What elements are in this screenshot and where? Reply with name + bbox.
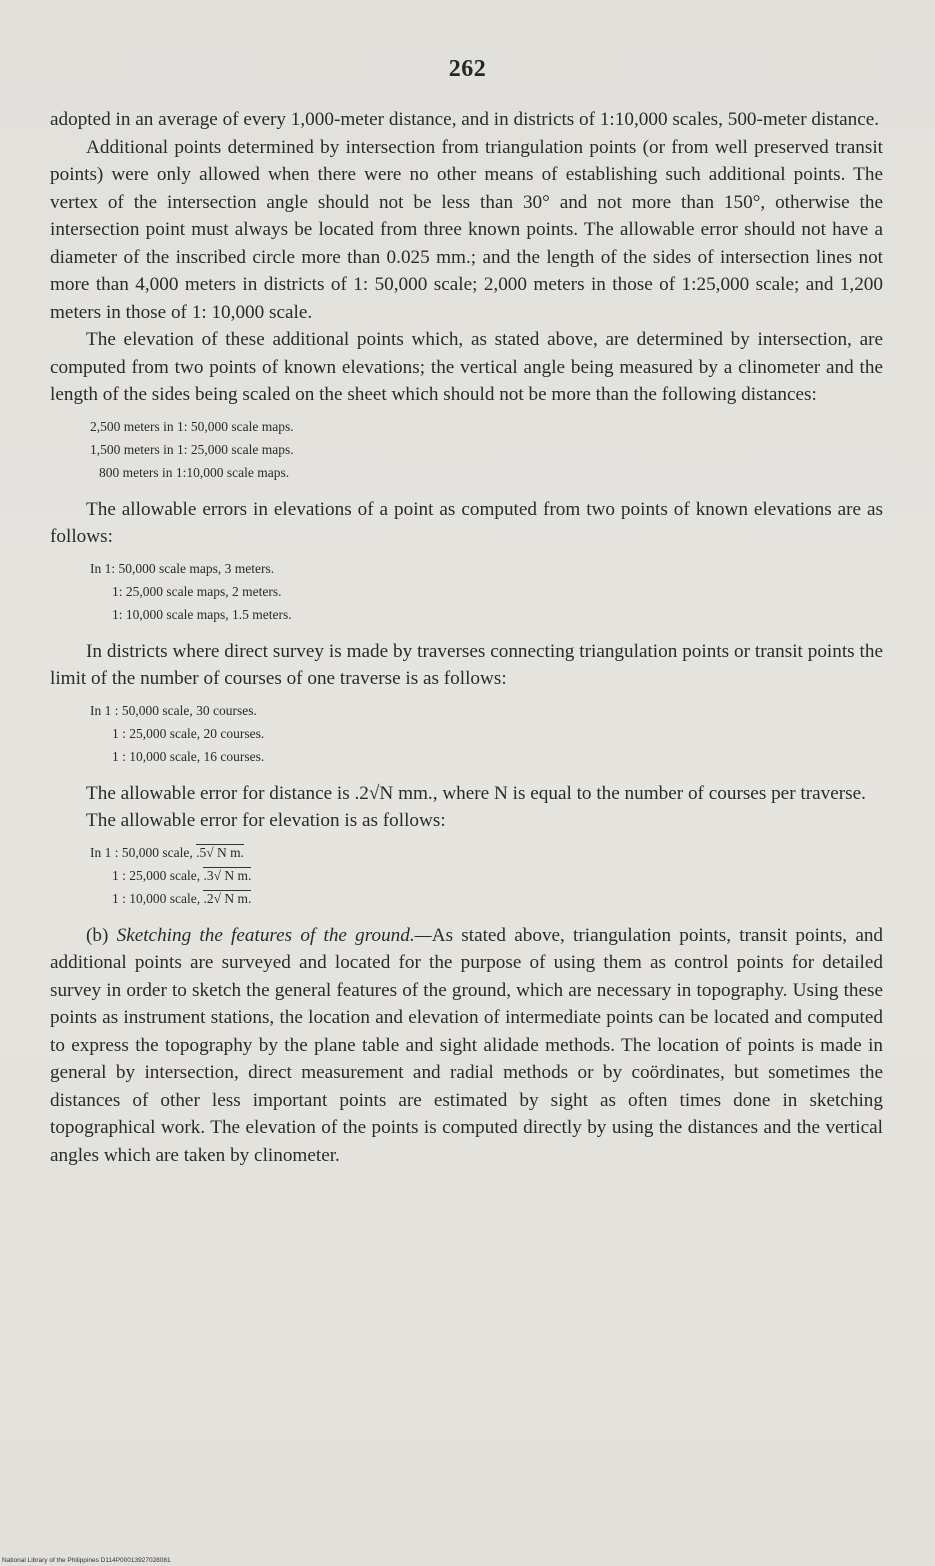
formula-prefix: In 1 : 50,000 scale, bbox=[90, 844, 193, 860]
paragraph-elevation-additional: The elevation of these additional points which, as stated above, are determined by intersection, are computed from two points of known elevations; the vertical angle being measured by a clinometer and the length of the sides being scaled on the sheet which should not be more than the following distances: bbox=[50, 329, 883, 405]
list-item: 1,500 meters in 1: 25,000 scale maps. bbox=[90, 441, 294, 457]
list-item: 800 meters in 1:10,000 scale maps. bbox=[99, 464, 290, 480]
paragraph-allowable-errors: The allowable errors in elevations of a point as computed from two points of known elevations are as follows: bbox=[50, 498, 883, 547]
list-item bbox=[90, 887, 883, 910]
page-number: 262 bbox=[448, 56, 487, 82]
formula-prefix: 1 : 10,000 scale, bbox=[112, 890, 201, 906]
list-item: In 1: 50,000 scale maps, 3 meters. bbox=[90, 560, 275, 576]
list-item bbox=[90, 841, 883, 864]
elevation-error-list bbox=[50, 557, 883, 626]
list-item: In 1 : 50,000 scale, 30 courses. bbox=[90, 702, 257, 718]
list-item: 1 : 25,000 scale, 20 courses. bbox=[112, 725, 265, 741]
distance-list bbox=[50, 415, 883, 484]
paragraph-distance-error: The allowable error for distance is .2√N mm., where N is equal to the number of courses per traverse. bbox=[86, 782, 866, 804]
courses-list bbox=[50, 699, 883, 768]
formula: .2√ N m. bbox=[203, 890, 252, 906]
page-content bbox=[50, 106, 883, 1169]
paragraph-traverses: In districts where direct survey is made by traverses connecting triangulation points or transit points the limit of the number of courses of one traverse is as follows: bbox=[50, 640, 883, 689]
library-footer: National Library of the Philippines D114P00013927028081 bbox=[2, 1557, 171, 1564]
paragraph-additional-points: Additional points determined by intersection from triangulation points (or from well preserved transit points) were only allowed when there were no other means of establishing such additional points. The vertex of the intersection angle should not be less than 30° and not more than 150°, otherwise the intersection point must always be located from three known points. The allowable error should not have a diameter of the inscribed circle more than 0.025 mm.; and the length of the sides of intersection lines not more than 4,000 meters in districts of 1: 50,000 scale; 2,000 meters in those of 1:25,000 scale; and 1,200 meters in those of 1: 10,000 scale. bbox=[50, 136, 883, 323]
paragraph-continuation: adopted in an average of every 1,000-meter distance, and in districts of 1:10,000 scales, 500-meter distance. bbox=[50, 109, 880, 130]
formula: .5√ N m. bbox=[196, 844, 245, 860]
list-item: 1 : 10,000 scale, 16 courses. bbox=[112, 748, 265, 764]
paragraph-elevation-error: The allowable error for elevation is as follows: bbox=[86, 810, 446, 831]
list-item: 1: 25,000 scale maps, 2 meters. bbox=[112, 583, 282, 599]
paragraph-sketching bbox=[50, 922, 883, 1170]
section-heading: Sketching the features of the ground.— bbox=[116, 924, 432, 946]
list-item: 2,500 meters in 1: 50,000 scale maps. bbox=[90, 418, 294, 434]
formula-prefix: 1 : 25,000 scale, bbox=[112, 867, 201, 883]
section-label: (b) bbox=[86, 924, 109, 946]
formula: .3√ N m. bbox=[203, 867, 252, 883]
section-body: As stated above, triangulation points, transit points, and additional points are surveyed and located for the purpose of using them as control points for detailed survey in order to sketch the general features of the ground, which are necessary in topography. Using these points as instrument stations, the location and elevation of intermediate points can be located and computed to express the topography by the plane table and sight alidade methods. The location of points is made in general by intersection, direct measurement and radial methods or by coördinates, but sometimes the distances of other less important points are estimated by sight as often times done in sketching topographical work. The elevation of the points is computed directly by using the distances and the vertical angles which are taken by clinometer. bbox=[50, 924, 884, 1166]
list-item bbox=[90, 864, 883, 887]
list-item: 1: 10,000 scale maps, 1.5 meters. bbox=[112, 606, 292, 622]
elevation-formula-list bbox=[50, 841, 883, 910]
